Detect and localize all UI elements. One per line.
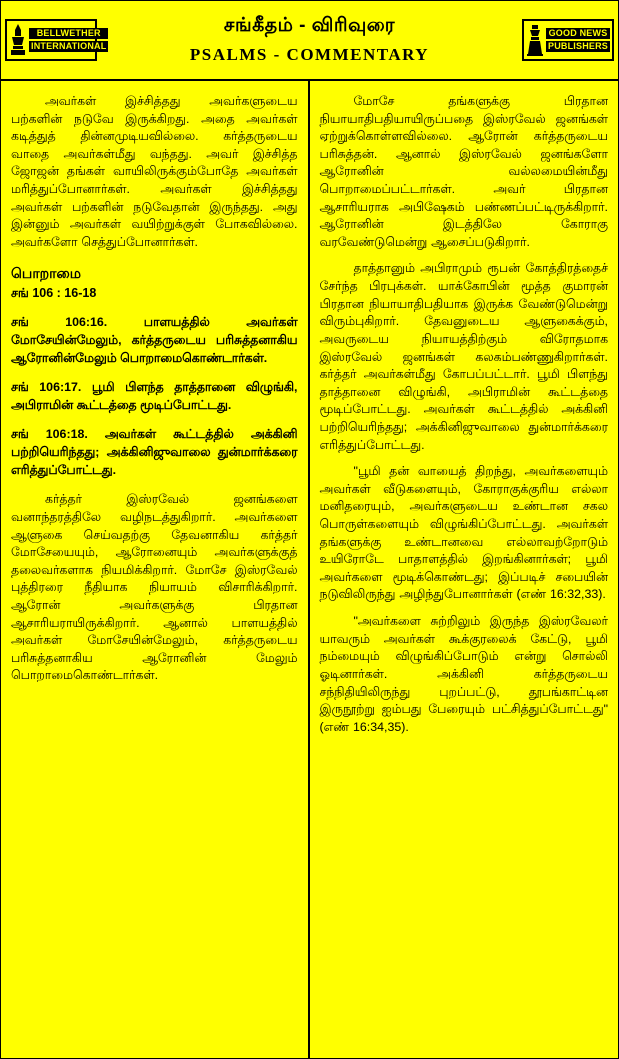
good-news-logo-line1: GOOD NEWS [546,28,610,39]
page-title [101,1,518,79]
page-header [1,1,618,81]
verse-text: சங் 106:18. அவர்கள் கூட்டத்தில் அக்கினி பற்றியெரிந்தது; அக்கினிஜுவாலை துன்மார்க்கரை எரித்துப்போட்டது. [11,427,298,478]
bellwether-international-logo [1,1,107,79]
bellwether-logo-line2: INTERNATIONAL [31,41,107,51]
section-reference: சங் 106 : 16-18 [11,286,97,301]
tower-icon [9,23,27,57]
left-column [1,81,310,1059]
good-news-publishers-logo [518,1,618,79]
lighthouse-icon [526,23,544,57]
right-column [310,81,619,1059]
title-english: PSALMS - COMMENTARY [189,45,430,64]
good-news-logo-line2: PUBLISHERS [548,41,609,51]
quoted-scripture: "பூமி தன் வாயைத் திறந்து, அவர்களையும் அவர்கள் வீடுகளையும், கோராகுக்குரிய எல்லா மனிதரையும், அவர்களுடைய உண்டான சகல பொருள்களையும் விழுங்கிப்போட்டது. அவர்கள் தங்களுக்கு உண்டானவை எல்லாவற்றோடும் உயிரோடே பாதாளத்தில் இறங்கினார்கள்; பூமி அவர்களை மூடிக்கொண்டது; இப்படிச் சபையின் நடுவிலிருந்து அழிந்துபோனார்கள் (எண் 16:32,33). [319,464,608,602]
paragraph: கர்த்தர் இஸ்ரவேல் ஜனங்களை வனாந்தரத்திலே வழிநடத்துகிறார். அவர்களை ஆளுகை செய்வதற்கு தேவனாகிய கர்த்தர் மோசேயையும், ஆரோனையும் அவர்களுக்குத் தலைவர்களாக நியமிக்கிறார். மோசே இஸ்ரவேல் புத்திரரை நீதியாக நியாயம் விசாரிக்கிறார். ஆரோன் அவர்களுக்கு பிரதான ஆசாரியராயிருக்கிறார். ஆனால் பாளயத்தில் அவர்கள் மோசேயின்மேலும், கர்த்தருடைய பரிசுத்தனாகிய ஆரோனின் மேலும் பொறாமைகொண்டார்கள். [11,492,298,683]
paragraph: மோசே தங்களுக்கு பிரதான நியாயாதிபதியாயிருப்பதை இஸ்ரவேல் ஜனங்கள் ஏற்றுக்கொள்ளவில்லை. ஆரோன் கர்த்தருடைய பரிசுத்தன். ஆனால் இஸ்ரவேல் ஜனங்களோ ஆரோனின் வல்லமையின்மீது பொறாமைப்பட்டார்கள். அவர் பிரதான ஆசாரியராக அபிஷேகம் பண்ணப்பட்டிருக்கிறார். ஆரோனின் இடத்திலே கோராகு வரவேண்டுமென்று ஆசைப்படுகிறார். [319,94,608,249]
title-tamil: சங்கீதம் - விரிவுரை [223,15,396,36]
quoted-scripture: "அவர்களை சுற்றிலும் இருந்த இஸ்ரவேலர் யாவரும் அவர்கள் கூக்குரலைக் கேட்டு, பூமி நம்மையும் விழுங்கிப்போடும் என்று சொல்லி ஓடினார்கள். அக்கினி கர்த்தருடைய சந்நிதியிலிருந்து புறப்பட்டு, தூபங்காட்டின இருநூற்று ஐம்பது பேரையும் பட்சித்துப்போட்டது" (எண் 16:34,35). [319,614,608,734]
bellwether-logo-line1: BELLWETHER [29,28,108,39]
page-body [1,81,618,1059]
paragraph: அவர்கள் இச்சித்தது அவர்களுடைய பற்களின் நடுவே இருக்கிறது. அதை அவர்கள் கடித்துத் தின்னமுடியவில்லை. கர்த்தருடைய வாதை அவர்கள்மீது வந்தது. அவர் இச்சித்த ஜோஜன் தங்கள் வாயிலிருக்கும்போதே அவர்கள் மரித்துப்போனார்கள். அவர்கள் இச்சித்தது அவர்கள் பற்களின் நடுவேதான் இருந்தது. அது இன்னும் அவர்கள் வயிற்றுக்குள் போகவில்லை. அவர்களோ செத்துப்போனார்கள். [11,94,298,249]
verse-text: சங் 106:16. பாளயத்தில் அவர்கள் மோசேயின்மேலும், கர்த்தருடைய பரிசுத்தனாகிய ஆரோனின்மேலும் பொறாமைகொண்டார்கள். [11,315,298,366]
paragraph: தாத்தானும் அபிராமும் ரூபன் கோத்திரத்தைச் சேர்ந்த பிரபுக்கள். யாக்கோபின் மூத்த குமாரன் பிரதான நியாயாதிபதியாக இருக்க வேண்டுமென்று விரும்புகிறார். தேவனுடைய ஆளுகைக்கும், அவருடைய நியாயத்திற்கும் விரோதமாக இஸ்ரவேல் ஜனங்கள் கலகம்பண்ணுகிறார்கள். கர்த்தர் அவர்கள்மீது கோபப்பட்டார். பூமி பிளந்து தாத்தானை விழுங்கி, அபிராமின் கூட்டத்தை மூடிப்போட்டது. அவர்கள் கூட்டத்தில் அக்கினி பற்றியெரிந்தது; அக்கினிஜுவாலை துன்மார்க்கரை எரித்துப்போட்டது. [319,261,608,452]
verse-text: சங் 106:17. பூமி பிளந்த தாத்தானை விழுங்கி, அபிராமின் கூட்டத்தை மூடிப்போட்டது. [11,380,298,413]
section-heading: பொறாமை [11,265,81,282]
